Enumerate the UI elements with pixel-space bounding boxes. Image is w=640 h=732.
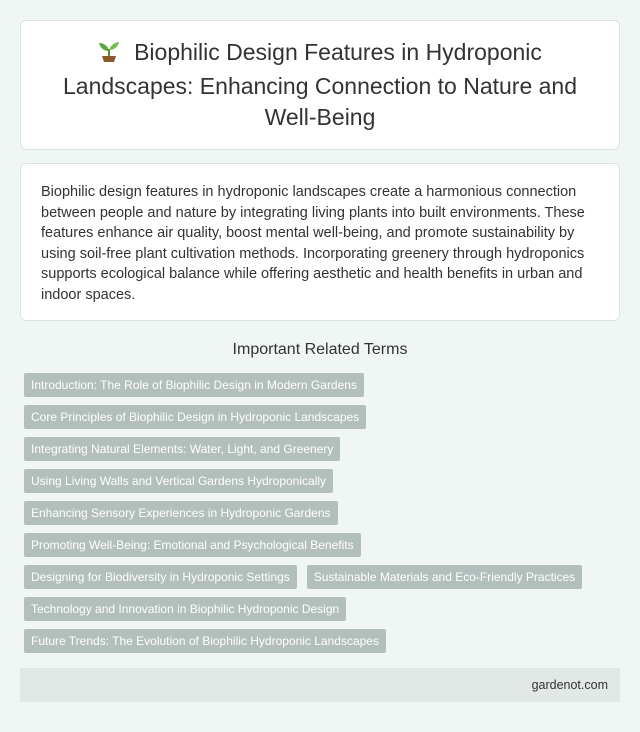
related-terms-heading: Important Related Terms — [232, 341, 408, 358]
footer-site-link[interactable]: gardenot.com — [531, 678, 608, 692]
related-term-tag[interactable]: Sustainable Materials and Eco-Friendly Practices — [307, 565, 582, 589]
related-term-tag[interactable]: Future Trends: The Evolution of Biophilic Hydroponic Landscapes — [24, 629, 386, 653]
related-term-tag[interactable]: Enhancing Sensory Experiences in Hydroponic Gardens — [24, 501, 338, 525]
footer — [20, 668, 620, 702]
related-term-tag[interactable]: Promoting Well-Being: Emotional and Psychological Benefits — [24, 533, 361, 557]
related-term-tag[interactable]: Introduction: The Role of Biophilic Design in Modern Gardens — [24, 373, 364, 397]
page-title-text: Biophilic Design Features in Hydroponic Landscapes: Enhancing Connection to Nature and Well-Being — [62, 39, 578, 130]
sprout-icon — [98, 39, 120, 71]
related-term-tag[interactable]: Integrating Natural Elements: Water, Light, and Greenery — [24, 437, 340, 461]
title-card — [20, 20, 620, 150]
related-term-tag[interactable]: Technology and Innovation in Biophilic Hydroponic Design — [24, 597, 346, 621]
related-term-tag[interactable]: Designing for Biodiversity in Hydroponic Settings — [24, 565, 297, 589]
description-text: Biophilic design features in hydroponic landscapes create a harmonious connection between people and nature by integrating living plants into built environments. These features enhance air quality, boost mental well-being, and promote sustainability by using soil-free plant cultivation methods. Incorporating greenery through hydroponics supports ecological balance while offering aesthetic and health benefits in urban and indoor spaces. — [41, 184, 585, 303]
related-term-tag[interactable]: Core Principles of Biophilic Design in Hydroponic Landscapes — [24, 405, 366, 429]
related-terms-list — [24, 373, 624, 661]
page-title — [21, 37, 619, 133]
related-term-tag[interactable]: Using Living Walls and Vertical Gardens Hydroponically — [24, 469, 333, 493]
description-card — [20, 163, 620, 321]
